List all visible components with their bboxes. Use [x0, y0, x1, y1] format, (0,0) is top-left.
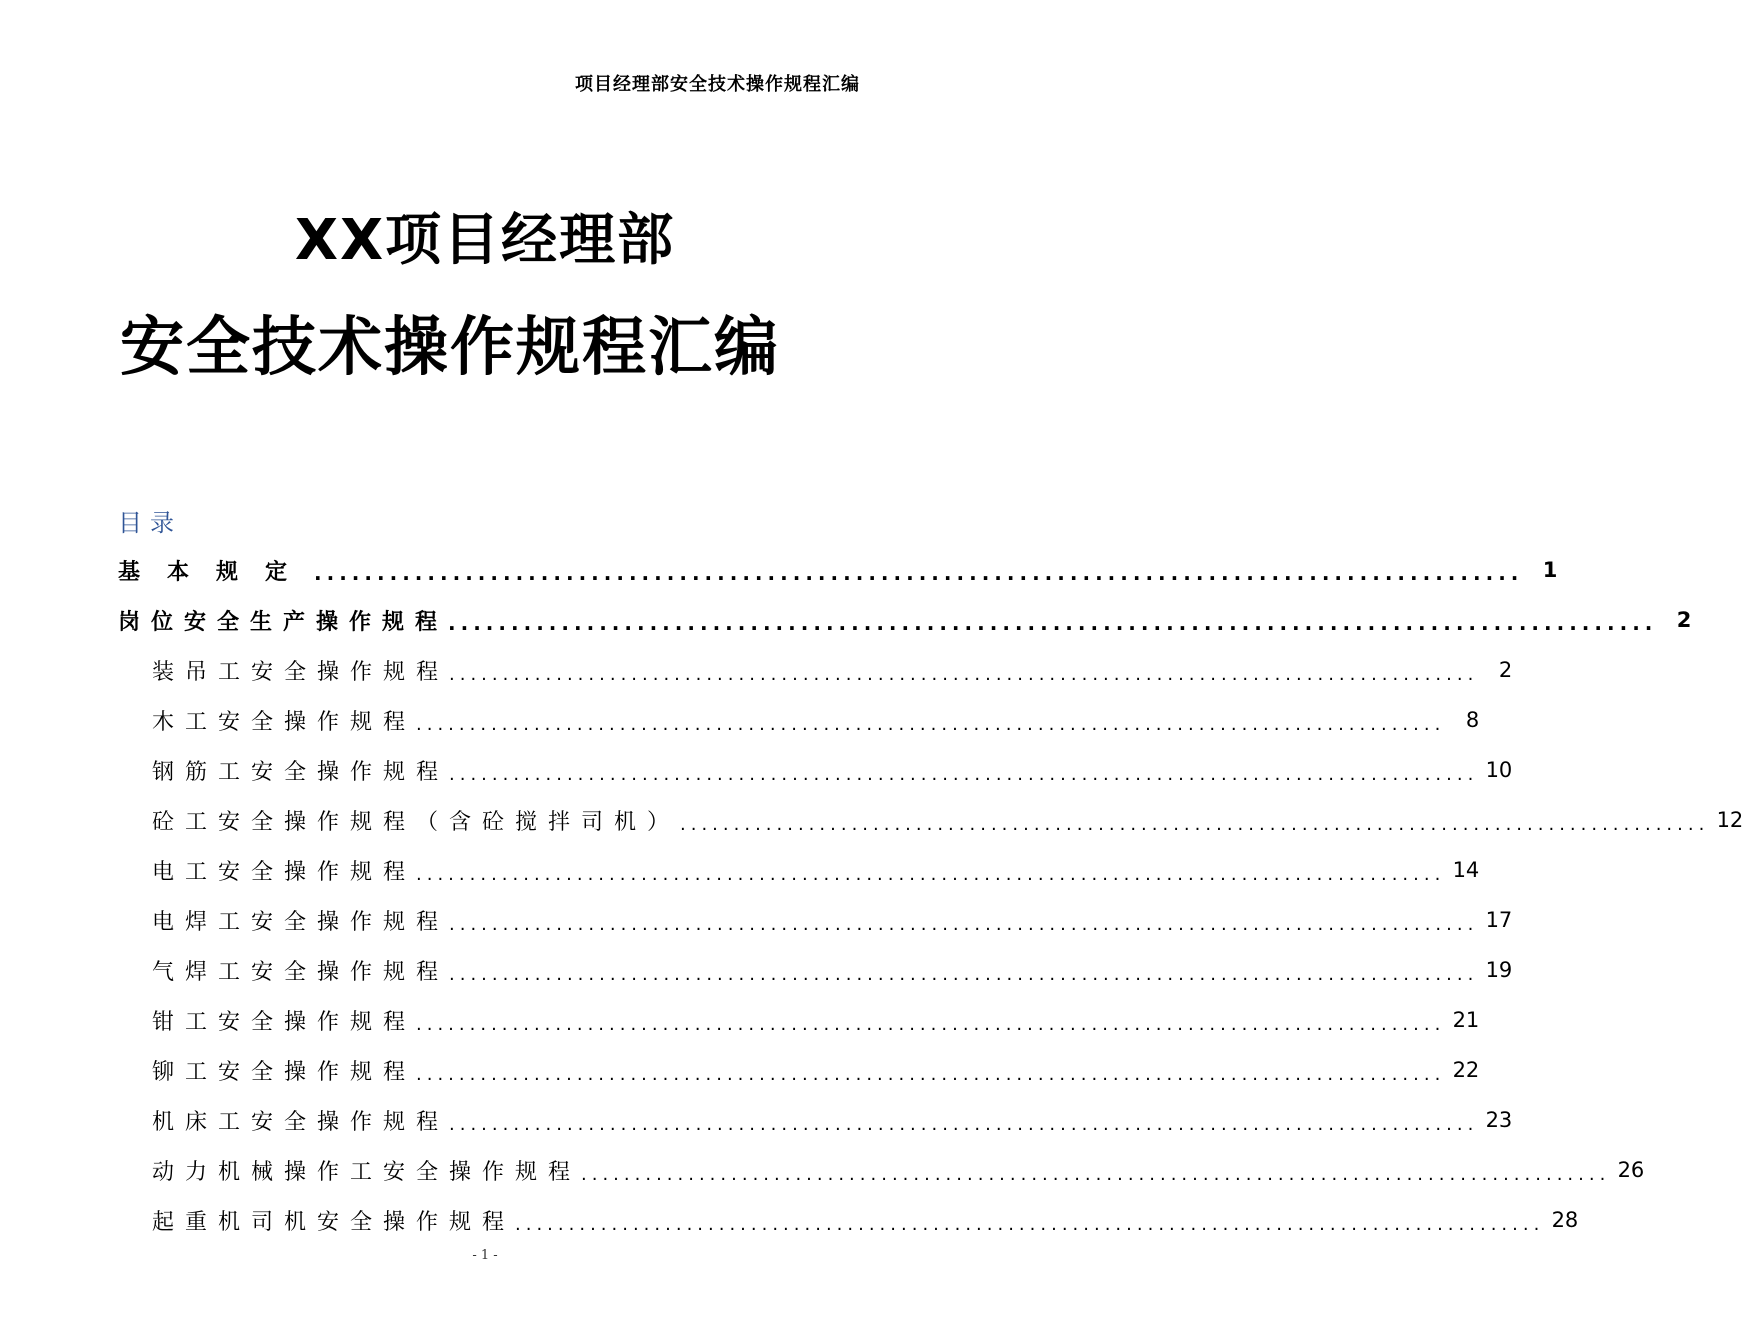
toc-entry[interactable] [118, 745, 1513, 795]
running-header: 项目经理部安全技术操作规程汇编 [575, 74, 860, 95]
toc-page-number: 22 [1452, 1058, 1480, 1082]
toc-dot-leader: ................................................................................................ [416, 1014, 1446, 1035]
toc-page-number: 14 [1452, 858, 1480, 882]
document-title-line-1: XX项目经理部 [294, 208, 676, 273]
toc-dot-leader: ................................................................................................ [448, 611, 1658, 635]
toc-entry-label: 电焊工安全操作规程 [152, 909, 450, 935]
toc-dot-leader: ................................................................................................ [449, 964, 1479, 985]
toc-page-number: 1 [1542, 558, 1558, 582]
toc-dot-leader: ................................................................................................ [581, 1164, 1611, 1185]
toc-entry-label: 钳工安全操作规程 [152, 1009, 417, 1035]
toc-entry[interactable] [118, 1145, 1645, 1195]
toc-entry[interactable] [118, 845, 1480, 895]
toc-page-number: 17 [1485, 908, 1513, 932]
toc-dot-leader: ................................................................................................ [314, 561, 1524, 585]
document-title-line-2: 安全技术操作规程汇编 [120, 311, 780, 385]
toc-entry[interactable] [118, 945, 1513, 995]
toc-entry-label: 铆工安全操作规程 [152, 1059, 417, 1085]
toc-page-number: 28 [1551, 1208, 1579, 1232]
toc-entry-label: 木工安全操作规程 [152, 709, 417, 735]
toc-entry-label: 钢筋工安全操作规程 [152, 759, 450, 785]
toc-entry[interactable] [118, 995, 1480, 1045]
toc-entry-label: 装吊工安全操作规程 [152, 659, 450, 685]
toc-dot-leader: ................................................................................................ [449, 664, 1479, 685]
toc-dot-leader: ................................................................................................ [416, 714, 1446, 735]
toc-entry-label: 起重机司机安全操作规程 [152, 1209, 516, 1235]
toc-page-number: 10 [1485, 758, 1513, 782]
toc-entry[interactable] [118, 895, 1513, 945]
toc-page-number: 8 [1465, 708, 1480, 732]
toc-entry-label: 电工安全操作规程 [152, 859, 417, 885]
page-number: - 1 - [472, 1248, 498, 1263]
toc-entry[interactable] [118, 695, 1480, 745]
toc-page-number: 23 [1485, 1108, 1513, 1132]
toc-entry[interactable] [118, 1045, 1480, 1095]
toc-entry-label: 动力机械操作工安全操作规程 [152, 1159, 582, 1185]
toc-entry[interactable] [118, 645, 1513, 695]
toc-page-number: 2 [1676, 608, 1692, 632]
toc-entry-label: 砼工安全操作规程（含砼搅拌司机） [152, 809, 681, 835]
toc-dot-leader: ................................................................................................ [449, 914, 1479, 935]
toc-page-number: 19 [1485, 958, 1513, 982]
toc-entry[interactable] [118, 795, 1743, 845]
toc-dot-leader: ................................................................................................ [515, 1214, 1545, 1235]
toc-entry[interactable] [118, 545, 1558, 595]
toc-dot-leader: ................................................................................................ [680, 814, 1710, 835]
toc-entry[interactable] [118, 1095, 1513, 1145]
toc-dot-leader: ................................................................................................ [449, 1114, 1479, 1135]
toc-entry-label: 气焊工安全操作规程 [152, 959, 450, 985]
toc-dot-leader: ................................................................................................ [416, 864, 1446, 885]
toc-heading: 目录 [118, 509, 182, 537]
toc-page-number: 12 [1716, 808, 1743, 832]
toc-entry-label: 岗位安全生产操作规程 [118, 609, 449, 635]
toc-entry-label: 机床工安全操作规程 [152, 1109, 450, 1135]
toc-entry[interactable] [118, 1195, 1579, 1245]
toc-dot-leader: ................................................................................................ [416, 1064, 1446, 1085]
toc-entry[interactable] [118, 595, 1692, 645]
toc-page-number: 2 [1498, 658, 1513, 682]
toc-entry-label: 基本规定 [118, 559, 315, 585]
table-of-contents [118, 545, 1743, 1245]
toc-page-number: 26 [1617, 1158, 1645, 1182]
toc-page-number: 21 [1452, 1008, 1480, 1032]
toc-dot-leader: ................................................................................................ [449, 764, 1479, 785]
